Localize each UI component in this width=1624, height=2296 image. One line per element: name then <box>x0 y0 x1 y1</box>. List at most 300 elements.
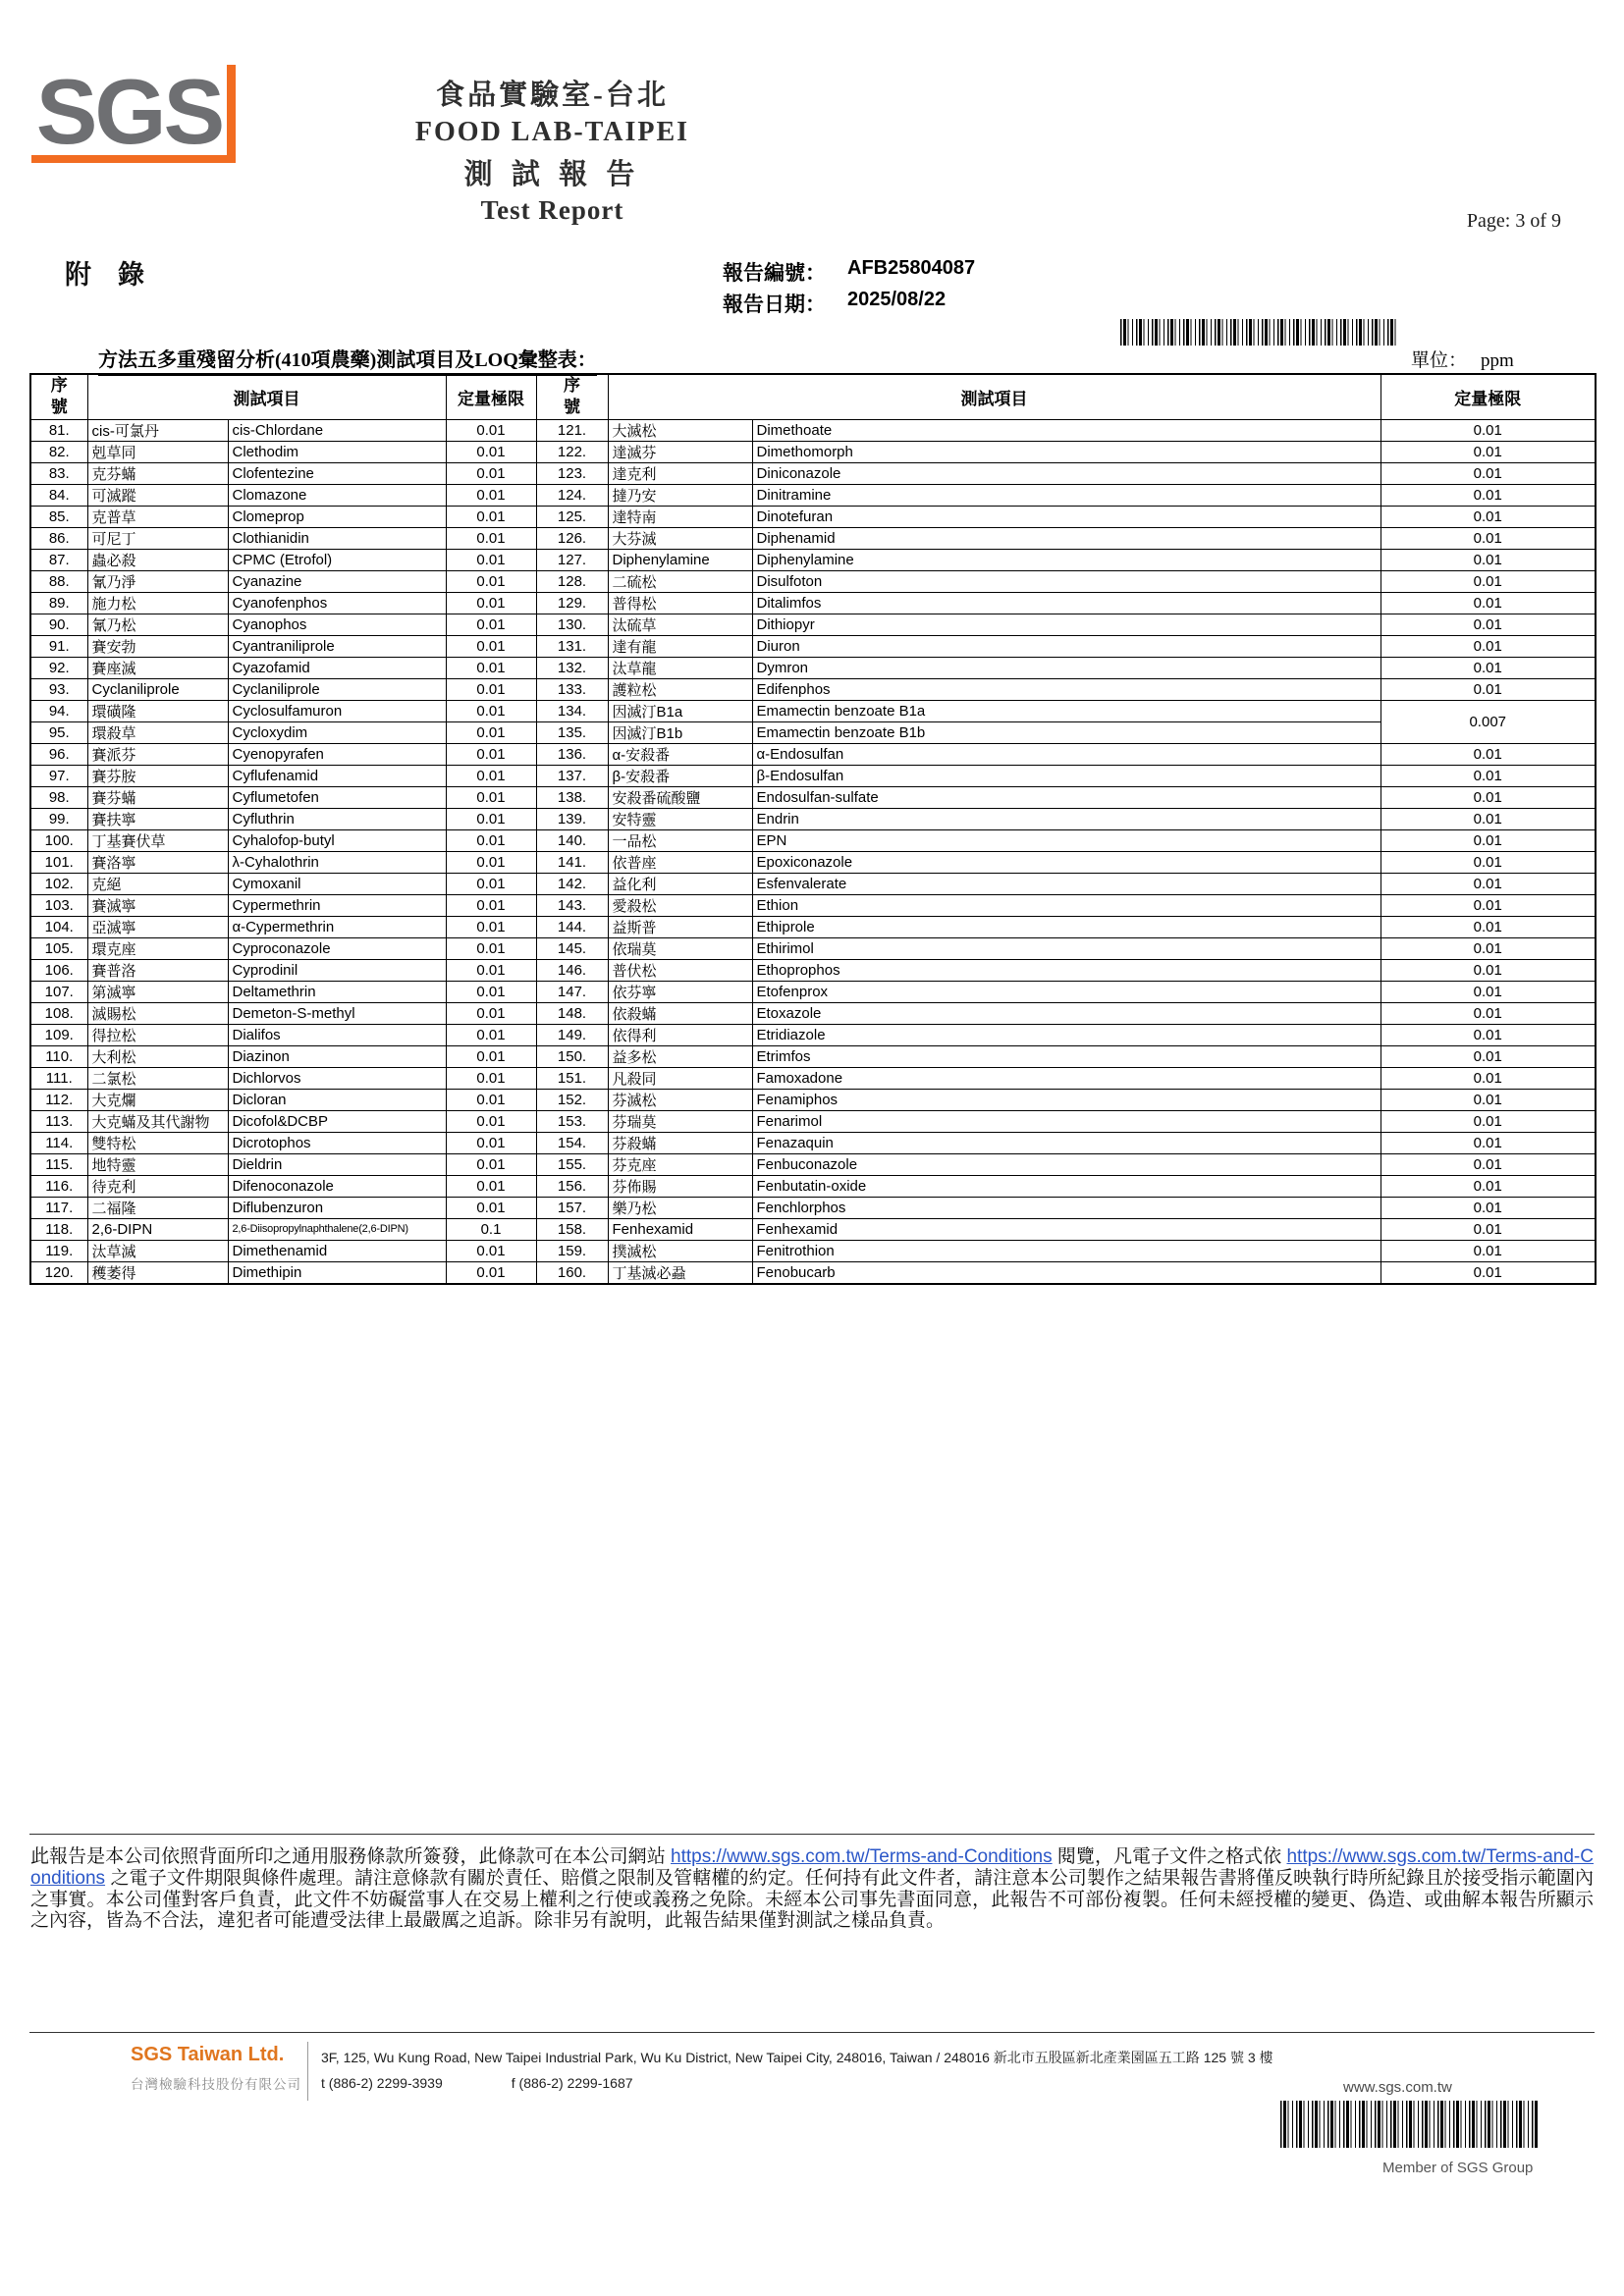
left-loq-value: 0.01 <box>446 700 536 721</box>
right-loq-value: 0.01 <box>1380 981 1596 1002</box>
col-header-no-left <box>30 374 87 419</box>
left-test-item-en: Clomazone <box>228 484 446 506</box>
left-seq-number: 117. <box>30 1197 87 1218</box>
right-test-item-zh: 二硫松 <box>608 570 752 592</box>
right-loq-value: 0.01 <box>1380 592 1596 614</box>
report-title-zh: 測 試 報 告 <box>463 159 641 190</box>
left-test-item-en: Diflubenzuron <box>228 1197 446 1218</box>
right-test-item-zh: α-安殺番 <box>608 743 752 765</box>
left-loq-value: 0.1 <box>446 1218 536 1240</box>
right-seq-number: 126. <box>536 527 608 549</box>
left-seq-number: 103. <box>30 894 87 916</box>
table-row <box>30 1089 1596 1110</box>
company-fax: f (886-2) 2299-1687 <box>511 2075 633 2091</box>
right-loq-value: 0.01 <box>1380 1002 1596 1024</box>
right-test-item-en: Emamectin benzoate B1b <box>752 721 1380 743</box>
right-loq-value: 0.01 <box>1380 462 1596 484</box>
left-test-item-en: CPMC (Etrofol) <box>228 549 446 570</box>
left-test-item-en: Dialifos <box>228 1024 446 1045</box>
left-test-item-en: Cyfluthrin <box>228 808 446 829</box>
footer-vertical-divider <box>307 2042 308 2101</box>
right-test-item-zh: 安特靈 <box>608 808 752 829</box>
disclaimer-segment-2: 閱覽，凡電子文件之格式依 <box>1052 1846 1287 1867</box>
left-test-item-zh: 大克爛 <box>87 1089 228 1110</box>
right-test-item-zh: 益多松 <box>608 1045 752 1067</box>
left-test-item-zh: 克普草 <box>87 506 228 527</box>
left-loq-value: 0.01 <box>446 1002 536 1024</box>
left-loq-value: 0.01 <box>446 959 536 981</box>
left-test-item-zh: 滅賜松 <box>87 1002 228 1024</box>
right-loq-value: 0.01 <box>1380 441 1596 462</box>
left-test-item-zh: 氰乃淨 <box>87 570 228 592</box>
right-test-item-en: Fenchlorphos <box>752 1197 1380 1218</box>
loq-table-body <box>30 419 1596 1284</box>
member-label: Member of SGS Group <box>1382 2160 1534 2176</box>
col-header-loq-right: 定量極限 <box>1380 374 1596 419</box>
right-test-item-en: Diniconazole <box>752 462 1380 484</box>
left-seq-number: 96. <box>30 743 87 765</box>
report-no-label: 報告編號： <box>723 261 826 285</box>
right-test-item-zh: 汰草龍 <box>608 657 752 678</box>
col-no-label: 序號 <box>564 376 580 417</box>
right-test-item-zh: 芬克座 <box>608 1153 752 1175</box>
right-test-item-zh: 樂乃松 <box>608 1197 752 1218</box>
table-row <box>30 937 1596 959</box>
right-seq-number: 127. <box>536 549 608 570</box>
left-test-item-zh: 大克蟎及其代謝物 <box>87 1110 228 1132</box>
right-test-item-en: Fenbutatin-oxide <box>752 1175 1380 1197</box>
table-row <box>30 462 1596 484</box>
right-test-item-zh: 依芬寧 <box>608 981 752 1002</box>
right-test-item-en: Ethiprole <box>752 916 1380 937</box>
left-seq-number: 91. <box>30 635 87 657</box>
left-seq-number: 108. <box>30 1002 87 1024</box>
table-row <box>30 635 1596 657</box>
left-seq-number: 102. <box>30 873 87 894</box>
right-loq-value: 0.01 <box>1380 873 1596 894</box>
right-loq-value: 0.01 <box>1380 678 1596 700</box>
right-test-item-zh: 芬瑞莫 <box>608 1110 752 1132</box>
table-row <box>30 765 1596 786</box>
right-loq-value: 0.01 <box>1380 765 1596 786</box>
left-loq-value: 0.01 <box>446 1132 536 1153</box>
right-test-item-zh: 芬佈賜 <box>608 1175 752 1197</box>
right-seq-number: 136. <box>536 743 608 765</box>
right-seq-number: 146. <box>536 959 608 981</box>
table-row <box>30 1045 1596 1067</box>
left-loq-value: 0.01 <box>446 981 536 1002</box>
right-test-item-en: Dimethomorph <box>752 441 1380 462</box>
table-row <box>30 894 1596 916</box>
report-header-titles <box>324 73 781 226</box>
left-seq-number: 120. <box>30 1261 87 1284</box>
right-loq-value: 0.01 <box>1380 1261 1596 1284</box>
left-test-item-zh: 丁基賽伏草 <box>87 829 228 851</box>
company-name-zh: 台灣檢驗科技股份有限公司 <box>131 2077 301 2092</box>
left-test-item-zh: 賽芬蟎 <box>87 786 228 808</box>
left-test-item-en: 2,6-Diisopropylnaphthalene(2,6-DIPN) <box>228 1218 446 1240</box>
left-loq-value: 0.01 <box>446 1067 536 1089</box>
right-test-item-en: β-Endosulfan <box>752 765 1380 786</box>
left-test-item-en: Diazinon <box>228 1045 446 1067</box>
right-test-item-en: Fenazaquin <box>752 1132 1380 1153</box>
left-test-item-en: Dicrotophos <box>228 1132 446 1153</box>
left-seq-number: 89. <box>30 592 87 614</box>
left-test-item-zh: 可滅蹤 <box>87 484 228 506</box>
right-loq-value: 0.01 <box>1380 1218 1596 1240</box>
left-loq-value: 0.01 <box>446 657 536 678</box>
right-test-item-en: Fenobucarb <box>752 1261 1380 1284</box>
right-test-item-en: Etridiazole <box>752 1024 1380 1045</box>
left-loq-value: 0.01 <box>446 765 536 786</box>
right-seq-number: 160. <box>536 1261 608 1284</box>
col-header-no-right <box>536 374 608 419</box>
right-seq-number: 125. <box>536 506 608 527</box>
right-test-item-en: Fenitrothion <box>752 1240 1380 1261</box>
left-test-item-zh: Cyclaniliprole <box>87 678 228 700</box>
table-row <box>30 1132 1596 1153</box>
left-test-item-zh: 蟲必殺 <box>87 549 228 570</box>
left-test-item-zh: 第滅寧 <box>87 981 228 1002</box>
left-test-item-en: Clofentezine <box>228 462 446 484</box>
right-test-item-zh: 芬殺蟎 <box>608 1132 752 1153</box>
table-row <box>30 873 1596 894</box>
left-test-item-en: Cyanofenphos <box>228 592 446 614</box>
right-loq-value: 0.01 <box>1380 894 1596 916</box>
left-loq-value: 0.01 <box>446 1153 536 1175</box>
left-test-item-en: Cyclosulfamuron <box>228 700 446 721</box>
right-test-item-en: Fenhexamid <box>752 1218 1380 1240</box>
right-test-item-zh: 依瑞莫 <box>608 937 752 959</box>
right-test-item-zh: 依得利 <box>608 1024 752 1045</box>
right-test-item-en: Dithiopyr <box>752 614 1380 635</box>
right-test-item-zh: 達克利 <box>608 462 752 484</box>
left-loq-value: 0.01 <box>446 1024 536 1045</box>
left-seq-number: 90. <box>30 614 87 635</box>
right-loq-value: 0.01 <box>1380 916 1596 937</box>
left-test-item-zh: 大利松 <box>87 1045 228 1067</box>
report-date-label: 報告日期： <box>723 293 826 316</box>
right-seq-number: 147. <box>536 981 608 1002</box>
report-title-en: Test Report <box>480 195 624 225</box>
right-test-item-en: Fenamiphos <box>752 1089 1380 1110</box>
right-test-item-en: Diuron <box>752 635 1380 657</box>
right-test-item-en: Disulfoton <box>752 570 1380 592</box>
left-seq-number: 116. <box>30 1175 87 1197</box>
right-test-item-en: Etrimfos <box>752 1045 1380 1067</box>
right-seq-number: 122. <box>536 441 608 462</box>
right-seq-number: 132. <box>536 657 608 678</box>
left-test-item-zh: 2,6-DIPN <box>87 1218 228 1240</box>
right-loq-value: 0.01 <box>1380 1045 1596 1067</box>
left-test-item-en: Dimethenamid <box>228 1240 446 1261</box>
col-header-loq-left: 定量極限 <box>446 374 536 419</box>
left-loq-value: 0.01 <box>446 1045 536 1067</box>
left-test-item-en: Cyazofamid <box>228 657 446 678</box>
left-test-item-zh: 施力松 <box>87 592 228 614</box>
table-row <box>30 419 1596 441</box>
right-test-item-en: Dymron <box>752 657 1380 678</box>
left-test-item-en: Clomeprop <box>228 506 446 527</box>
left-test-item-zh: 環殺草 <box>87 721 228 743</box>
sgs-logo-text: SGS <box>35 60 223 163</box>
left-test-item-en: α-Cypermethrin <box>228 916 446 937</box>
table-row <box>30 959 1596 981</box>
right-test-item-zh: 大滅松 <box>608 419 752 441</box>
table-header-row <box>30 374 1596 419</box>
right-seq-number: 158. <box>536 1218 608 1240</box>
right-test-item-zh: 達有龍 <box>608 635 752 657</box>
table-row <box>30 1197 1596 1218</box>
right-test-item-zh: 益斯普 <box>608 916 752 937</box>
left-seq-number: 119. <box>30 1240 87 1261</box>
left-test-item-zh: 汰草滅 <box>87 1240 228 1261</box>
left-seq-number: 97. <box>30 765 87 786</box>
right-loq-value: 0.01 <box>1380 527 1596 549</box>
right-test-item-en: Emamectin benzoate B1a <box>752 700 1380 721</box>
table-caption: 方法五多重殘留分析(410項農藥)測試項目及LOQ彙整表： <box>98 344 597 376</box>
right-test-item-zh: 達特南 <box>608 506 752 527</box>
left-test-item-zh: 二氯松 <box>87 1067 228 1089</box>
right-seq-number: 134. <box>536 700 608 721</box>
right-test-item-zh: 護粒松 <box>608 678 752 700</box>
right-loq-value: 0.01 <box>1380 1110 1596 1132</box>
left-loq-value: 0.01 <box>446 1197 536 1218</box>
right-seq-number: 151. <box>536 1067 608 1089</box>
right-loq-value: 0.01 <box>1380 484 1596 506</box>
right-test-item-en: Dinitramine <box>752 484 1380 506</box>
appendix-title: 附 錄 <box>65 260 144 290</box>
lab-title-en: FOOD LAB-TAIPEI <box>414 117 690 147</box>
left-seq-number: 98. <box>30 786 87 808</box>
right-test-item-en: EPN <box>752 829 1380 851</box>
right-test-item-en: Fenarimol <box>752 1110 1380 1132</box>
left-loq-value: 0.01 <box>446 1089 536 1110</box>
right-loq-value: 0.01 <box>1380 959 1596 981</box>
footer-bottom-divider <box>29 2032 1595 2033</box>
right-test-item-zh: Diphenylamine <box>608 549 752 570</box>
right-loq-value: 0.01 <box>1380 786 1596 808</box>
right-test-item-en: Etofenprox <box>752 981 1380 1002</box>
right-test-item-en: Dimethoate <box>752 419 1380 441</box>
right-loq-value: 0.01 <box>1380 1132 1596 1153</box>
left-seq-number: 81. <box>30 419 87 441</box>
left-test-item-en: Dicloran <box>228 1089 446 1110</box>
right-loq-value: 0.01 <box>1380 1175 1596 1197</box>
left-test-item-en: Demeton-S-methyl <box>228 1002 446 1024</box>
col-header-item-left: 測試項目 <box>87 374 446 419</box>
right-test-item-zh: 丁基滅必蝨 <box>608 1261 752 1284</box>
right-test-item-en: Ethion <box>752 894 1380 916</box>
left-seq-number: 85. <box>30 506 87 527</box>
table-row <box>30 527 1596 549</box>
left-loq-value: 0.01 <box>446 1175 536 1197</box>
footer-top-divider <box>29 1834 1595 1835</box>
left-test-item-en: Cyanazine <box>228 570 446 592</box>
sgs-logo <box>31 60 236 163</box>
left-seq-number: 114. <box>30 1132 87 1153</box>
right-loq-value: 0.01 <box>1380 1089 1596 1110</box>
right-test-item-zh: 因滅汀B1b <box>608 721 752 743</box>
right-loq-value: 0.01 <box>1380 937 1596 959</box>
left-loq-value: 0.01 <box>446 743 536 765</box>
right-seq-number: 142. <box>536 873 608 894</box>
left-loq-value: 0.01 <box>446 506 536 527</box>
right-test-item-zh: 愛殺松 <box>608 894 752 916</box>
left-seq-number: 99. <box>30 808 87 829</box>
disclaimer-segment-1: 此報告是本公司依照背面所印之通用服務條款所簽發，此條款可在本公司網站 <box>30 1846 672 1867</box>
left-loq-value: 0.01 <box>446 614 536 635</box>
right-test-item-en: α-Endosulfan <box>752 743 1380 765</box>
left-seq-number: 115. <box>30 1153 87 1175</box>
right-loq-value: 0.01 <box>1380 614 1596 635</box>
left-test-item-zh: 賽安勃 <box>87 635 228 657</box>
right-seq-number: 138. <box>536 786 608 808</box>
left-seq-number: 101. <box>30 851 87 873</box>
left-loq-value: 0.01 <box>446 829 536 851</box>
right-seq-number: 139. <box>536 808 608 829</box>
left-loq-value: 0.01 <box>446 570 536 592</box>
right-test-item-en: Ethirimol <box>752 937 1380 959</box>
right-test-item-zh: 普伏松 <box>608 959 752 981</box>
right-seq-number: 133. <box>536 678 608 700</box>
right-seq-number: 145. <box>536 937 608 959</box>
col-no-label: 序號 <box>50 376 68 417</box>
left-test-item-en: Cyproconazole <box>228 937 446 959</box>
right-loq-value: 0.01 <box>1380 1197 1596 1218</box>
table-row <box>30 1002 1596 1024</box>
right-loq-value: 0.01 <box>1380 1153 1596 1175</box>
table-row <box>30 829 1596 851</box>
left-test-item-en: Cycloxydim <box>228 721 446 743</box>
right-seq-number: 137. <box>536 765 608 786</box>
right-seq-number: 150. <box>536 1045 608 1067</box>
right-test-item-zh: Fenhexamid <box>608 1218 752 1240</box>
right-loq-value: 0.01 <box>1380 419 1596 441</box>
right-test-item-zh: 凡殺同 <box>608 1067 752 1089</box>
right-seq-number: 156. <box>536 1175 608 1197</box>
right-loq-value: 0.01 <box>1380 657 1596 678</box>
table-row <box>30 484 1596 506</box>
left-test-item-zh: 賽滅寧 <box>87 894 228 916</box>
table-row <box>30 549 1596 570</box>
terms-link-1[interactable]: https://www.sgs.com.tw/Terms-and-Conditions <box>671 1846 1053 1867</box>
right-test-item-en: Fenbuconazole <box>752 1153 1380 1175</box>
left-test-item-en: Difenoconazole <box>228 1175 446 1197</box>
left-loq-value: 0.01 <box>446 916 536 937</box>
left-test-item-en: Cyprodinil <box>228 959 446 981</box>
left-loq-value: 0.01 <box>446 786 536 808</box>
report-no-value: AFB25804087 <box>847 257 976 279</box>
left-seq-number: 110. <box>30 1045 87 1067</box>
left-test-item-zh: cis-可氯丹 <box>87 419 228 441</box>
disclaimer-text <box>30 1846 1594 1932</box>
left-seq-number: 104. <box>30 916 87 937</box>
left-seq-number: 92. <box>30 657 87 678</box>
left-test-item-zh: 二福隆 <box>87 1197 228 1218</box>
left-test-item-zh: 賽洛寧 <box>87 851 228 873</box>
table-row <box>30 1218 1596 1240</box>
left-seq-number: 86. <box>30 527 87 549</box>
left-test-item-en: Cyclaniliprole <box>228 678 446 700</box>
table-row <box>30 851 1596 873</box>
left-test-item-zh: 亞滅寧 <box>87 916 228 937</box>
left-test-item-zh: 地特靈 <box>87 1153 228 1175</box>
right-test-item-zh: 普得松 <box>608 592 752 614</box>
right-seq-number: 154. <box>536 1132 608 1153</box>
table-row <box>30 1067 1596 1089</box>
right-seq-number: 148. <box>536 1002 608 1024</box>
left-loq-value: 0.01 <box>446 873 536 894</box>
right-seq-number: 135. <box>536 721 608 743</box>
unit-label: 單位： <box>1411 350 1468 371</box>
terms-link-2[interactable]: https://www.sgs.com.tw/Terms-and-Conditions <box>30 1846 1594 1889</box>
right-loq-value: 0.01 <box>1380 1240 1596 1261</box>
left-test-item-zh: 雙特松 <box>87 1132 228 1153</box>
left-test-item-zh: 得拉松 <box>87 1024 228 1045</box>
left-seq-number: 109. <box>30 1024 87 1045</box>
table-row <box>30 721 1596 743</box>
right-seq-number: 129. <box>536 592 608 614</box>
right-loq-value: 0.01 <box>1380 1024 1596 1045</box>
right-loq-value: 0.01 <box>1380 1067 1596 1089</box>
left-loq-value: 0.01 <box>446 678 536 700</box>
company-phone: t (886-2) 2299-3939 <box>321 2075 443 2091</box>
left-test-item-zh: 克芬蟎 <box>87 462 228 484</box>
right-test-item-en: Esfenvalerate <box>752 873 1380 894</box>
right-test-item-en: Etoxazole <box>752 1002 1380 1024</box>
left-seq-number: 95. <box>30 721 87 743</box>
table-row <box>30 700 1596 721</box>
right-test-item-en: Ethoprophos <box>752 959 1380 981</box>
right-seq-number: 128. <box>536 570 608 592</box>
left-loq-value: 0.01 <box>446 894 536 916</box>
left-loq-value: 0.01 <box>446 937 536 959</box>
right-loq-value: 0.01 <box>1380 851 1596 873</box>
left-test-item-en: Dieldrin <box>228 1153 446 1175</box>
right-test-item-zh: 因滅汀B1a <box>608 700 752 721</box>
right-seq-number: 144. <box>536 916 608 937</box>
left-test-item-en: Dicofol&DCBP <box>228 1110 446 1132</box>
lab-title-zh: 食品實驗室-台北 <box>436 80 669 111</box>
left-loq-value: 0.01 <box>446 484 536 506</box>
left-seq-number: 112. <box>30 1089 87 1110</box>
left-test-item-en: Cyhalofop-butyl <box>228 829 446 851</box>
left-test-item-en: Dimethipin <box>228 1261 446 1284</box>
left-seq-number: 88. <box>30 570 87 592</box>
left-test-item-en: Cyantraniliprole <box>228 635 446 657</box>
left-test-item-zh: 賽扶寧 <box>87 808 228 829</box>
table-row <box>30 786 1596 808</box>
right-seq-number: 130. <box>536 614 608 635</box>
left-loq-value: 0.01 <box>446 635 536 657</box>
right-test-item-zh: 依殺蟎 <box>608 1002 752 1024</box>
right-test-item-en: Diphenylamine <box>752 549 1380 570</box>
company-address: 3F, 125, Wu Kung Road, New Taipei Industrial Park, Wu Ku District, New Taipei City, 248016, Taiwan / 248016 新北市五股區新北產業園區五工路 125 號 3 樓 <box>321 2050 1273 2065</box>
left-loq-value: 0.01 <box>446 462 536 484</box>
right-seq-number: 121. <box>536 419 608 441</box>
unit-value: ppm <box>1481 350 1514 371</box>
right-test-item-zh: 安殺番硫酸鹽 <box>608 786 752 808</box>
left-test-item-en: Clothianidin <box>228 527 446 549</box>
table-row <box>30 506 1596 527</box>
right-loq-value: 0.01 <box>1380 829 1596 851</box>
disclaimer-segment-3: 之電子文件期限與條件處理。請注意條款有關於責任、賠償之限制及管轄權的約定。任何持有此文件者，請注意本公司製作之結果報告書將僅反映執行時所紀錄且於接受指示範圍內之事實。本公司僅對客戶負責，此文件不妨礙當事人在交易上權利之行使或義務之免除。未經本公司事先書面同意，此報告不可部份複製。任何未經授權的變更、偽造、或曲解本報告所顯示之內容，皆為不合法，違犯者可能遭受法律上最嚴厲之追訴。除非另有說明，此報告結果僅對測試之樣品負責。 <box>30 1867 1594 1932</box>
right-seq-number: 152. <box>536 1089 608 1110</box>
right-seq-number: 140. <box>536 829 608 851</box>
left-test-item-zh: 氰乃松 <box>87 614 228 635</box>
report-number-barcode <box>1120 319 1398 346</box>
